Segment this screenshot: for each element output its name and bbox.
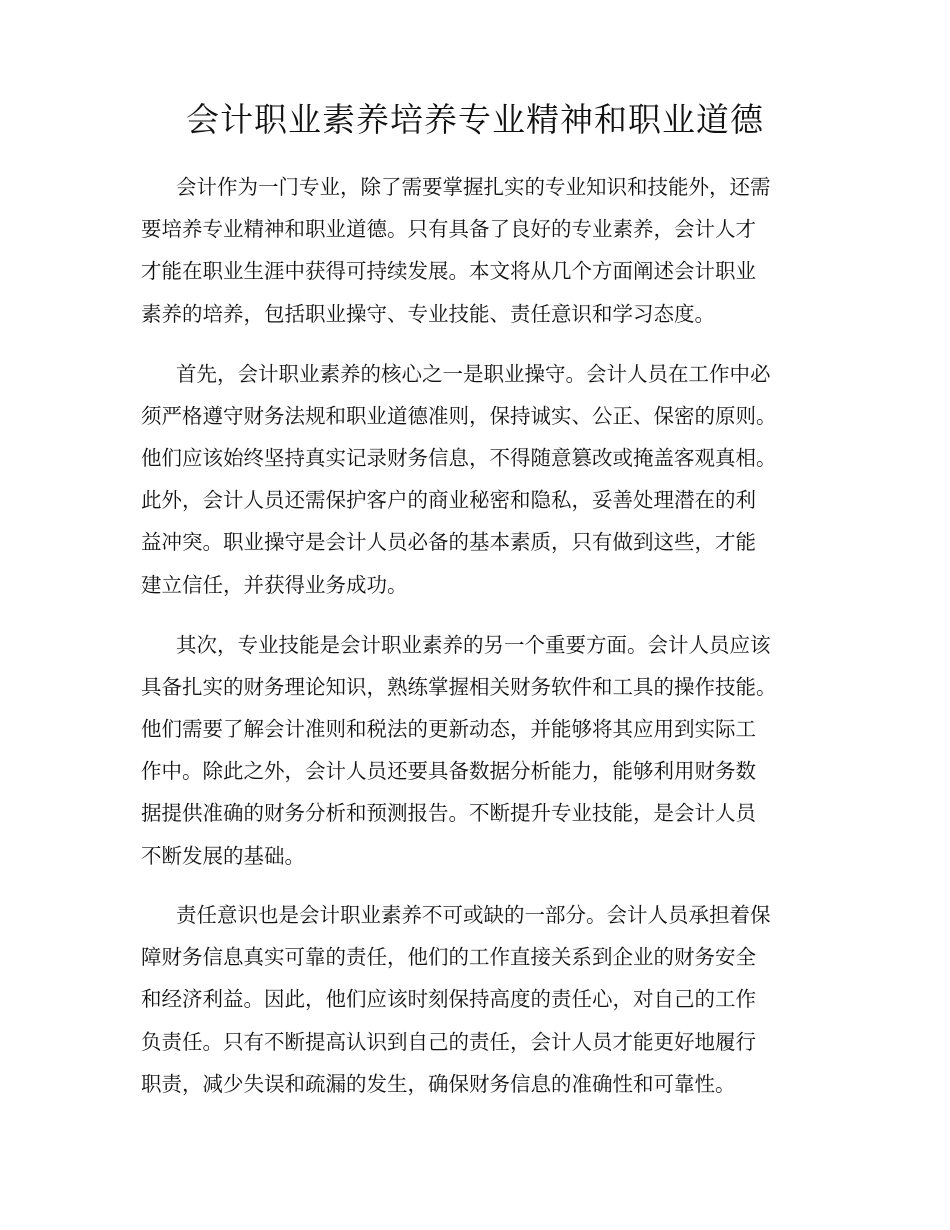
paragraph-3-line-6: 不断发展的基础。: [141, 844, 305, 868]
paragraph-3-line-2: 具备扎实的财务理论知识，熟练掌握相关财务软件和工具的操作技能。: [141, 675, 777, 699]
paragraph-2-line-5: 益冲突。职业操守是会计人员必备的基本素质，只有做到这些，才能: [141, 530, 756, 554]
paragraph-1-line-1: 会计作为一门专业，除了需要掌握扎实的专业知识和技能外，还需: [176, 175, 771, 199]
paragraph-4-line-2: 障财务信息真实可靠的责任，他们的工作直接关系到企业的财务安全: [141, 945, 756, 969]
paragraph-4-line-1: 责任意识也是会计职业素养不可或缺的一部分。会计人员承担着保: [176, 903, 771, 927]
paragraph-4-line-4: 负责任。只有不断提高认识到自己的责任，会计人员才能更好地履行: [141, 1030, 756, 1054]
paragraph-4-line-3: 和经济利益。因此，他们应该时刻保持高度的责任心，对自己的工作: [141, 987, 756, 1011]
paragraph-3-line-5: 据提供准确的财务分析和预测报告。不断提升专业技能，是会计人员: [141, 801, 756, 825]
paragraph-3-line-1: 其次，专业技能是会计职业素养的另一个重要方面。会计人员应该: [176, 633, 771, 657]
paragraph-3-line-3: 他们需要了解会计准则和税法的更新动态，并能够将其应用到实际工: [141, 717, 756, 741]
paragraph-2-line-3: 他们应该始终坚持真实记录财务信息，不得随意篡改或掩盖客观真相。: [141, 446, 777, 470]
paragraph-4-line-5: 职责，减少失误和疏漏的发生，确保财务信息的准确性和可靠性。: [141, 1072, 736, 1096]
paragraph-3-line-4: 作中。除此之外，会计人员还要具备数据分析能力，能够利用财务数: [141, 759, 756, 783]
paragraph-2-line-2: 须严格遵守财务法规和职业道德准则，保持诚实、公正、保密的原则。: [141, 404, 777, 428]
paragraph-1-line-4: 素养的培养，包括职业操守、专业技能、责任意识和学习态度。: [141, 302, 715, 326]
paragraph-2-line-6: 建立信任，并获得业务成功。: [141, 573, 408, 597]
document-title: 会计职业素养培养专业精神和职业道德: [186, 100, 764, 139]
paragraph-1-line-3: 才能在职业生涯中获得可持续发展。本文将从几个方面阐述会计职业: [141, 259, 756, 283]
paragraph-2-line-1: 首先，会计职业素养的核心之一是职业操守。会计人员在工作中必: [176, 362, 771, 386]
paragraph-2-line-4: 此外，会计人员还需保护客户的商业秘密和隐私，妥善处理潜在的利: [141, 488, 756, 512]
paragraph-1-line-2: 要培养专业精神和职业道德。只有具备了良好的专业素养，会计人才: [141, 217, 756, 241]
